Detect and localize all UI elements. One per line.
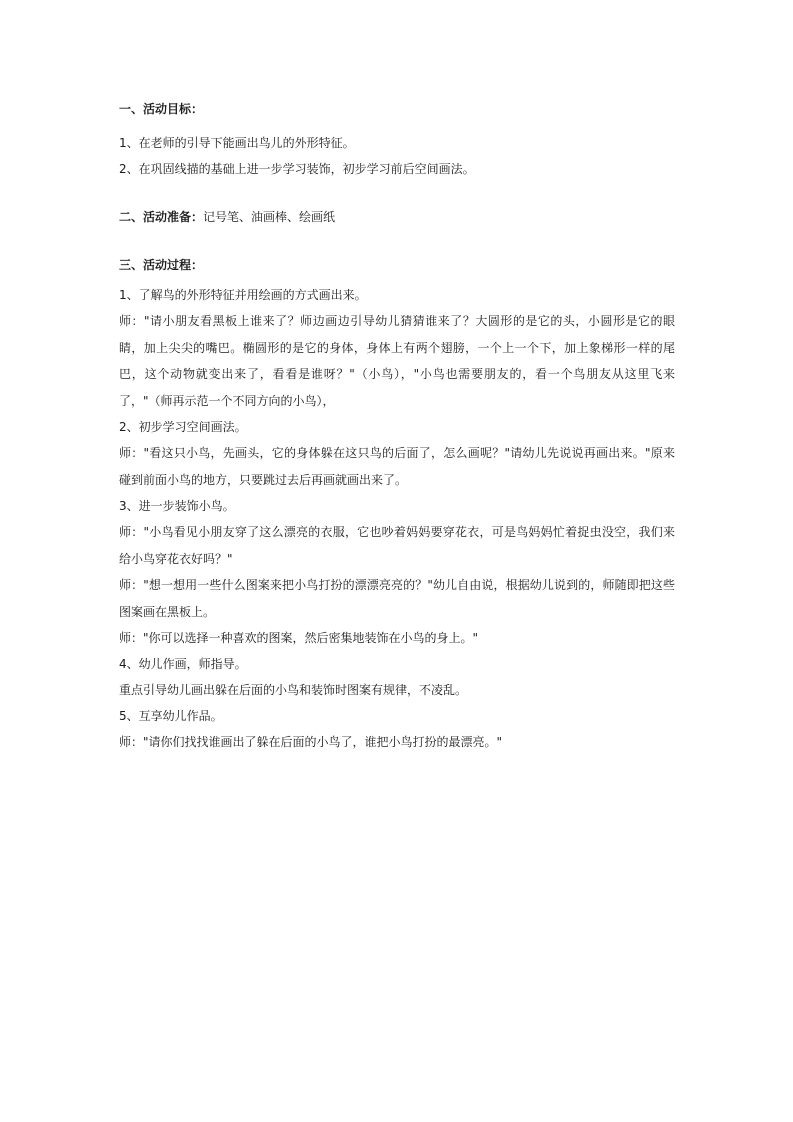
step-1-title: 1、了解鸟的外形特征并用绘画的方式画出来。 bbox=[119, 288, 367, 302]
section-1-heading: 一、活动目标： bbox=[119, 102, 204, 116]
section-3-heading: 三、活动过程： bbox=[119, 258, 204, 272]
step-3-title: 3、进一步装饰小鸟。 bbox=[119, 499, 235, 513]
step-2-teacher-speech: 师："看这只小鸟，先画头，它的身体躲在这只鸟的后面了，怎么画呢？"请幼儿先说说再画出来。"原来碰到前面小鸟的地方，只要跳过去后再画就画出来了。 bbox=[119, 446, 675, 487]
step-5-teacher-speech: 师："请你们找找谁画出了躲在后面的小鸟了，谁把小鸟打扮的最漂亮。" bbox=[119, 735, 503, 749]
document-page bbox=[119, 96, 675, 755]
step-3-teacher-speech-3: 师："你可以选择一种喜欢的图案，然后密集地装饰在小鸟的身上。" bbox=[119, 631, 479, 645]
step-5-title: 5、互享幼儿作品。 bbox=[119, 709, 223, 723]
step-4-focus: 重点引导幼儿画出躲在后面的小鸟和装饰时图案有规律，不凌乱。 bbox=[119, 683, 468, 697]
section-2-heading bbox=[119, 204, 675, 230]
step-2-title: 2、初步学习空间画法。 bbox=[119, 420, 247, 434]
step-3-teacher-speech-1: 师："小鸟看见小朋友穿了这么漂亮的衣服，它也吵着妈妈要穿花衣，可是鸟妈妈忙着捉虫没空，我们来给小鸟穿花衣好吗？" bbox=[119, 525, 675, 566]
section-1-line-1: 1、在老师的引导下能画出鸟儿的外形特征。 bbox=[119, 136, 355, 150]
step-1-teacher-speech: 师："请小朋友看黑板上谁来了？师边画边引导幼儿猜猜谁来了？大圆形的是它的头，小圆形是它的眼睛，加上尖尖的嘴巴。椭圆形的是它的身体，身体上有两个翅膀，一个上一个下，加上象梯形一样的尾巴，这个动物就变出来了，看看是谁呀？"（小鸟），"小鸟也需要朋友的，看一个鸟朋友从这里飞来了，"（师再示范一个不同方向的小鸟）， bbox=[119, 314, 675, 408]
section-1-line-2: 2、在巩固线描的基础上进一步学习装饰，初步学习前后空间画法。 bbox=[119, 162, 475, 176]
step-4-title: 4、幼儿作画，师指导。 bbox=[119, 657, 247, 671]
step-3-teacher-speech-2: 师："想一想用一些什么图案来把小鸟打扮的漂漂亮亮的？"幼儿自由说，根据幼儿说到的，师随即把这些图案画在黑板上。 bbox=[119, 578, 675, 619]
section-2-materials: 记号笔、油画棒、绘画纸 bbox=[203, 210, 336, 224]
section-2-title: 二、活动准备： bbox=[119, 210, 204, 224]
